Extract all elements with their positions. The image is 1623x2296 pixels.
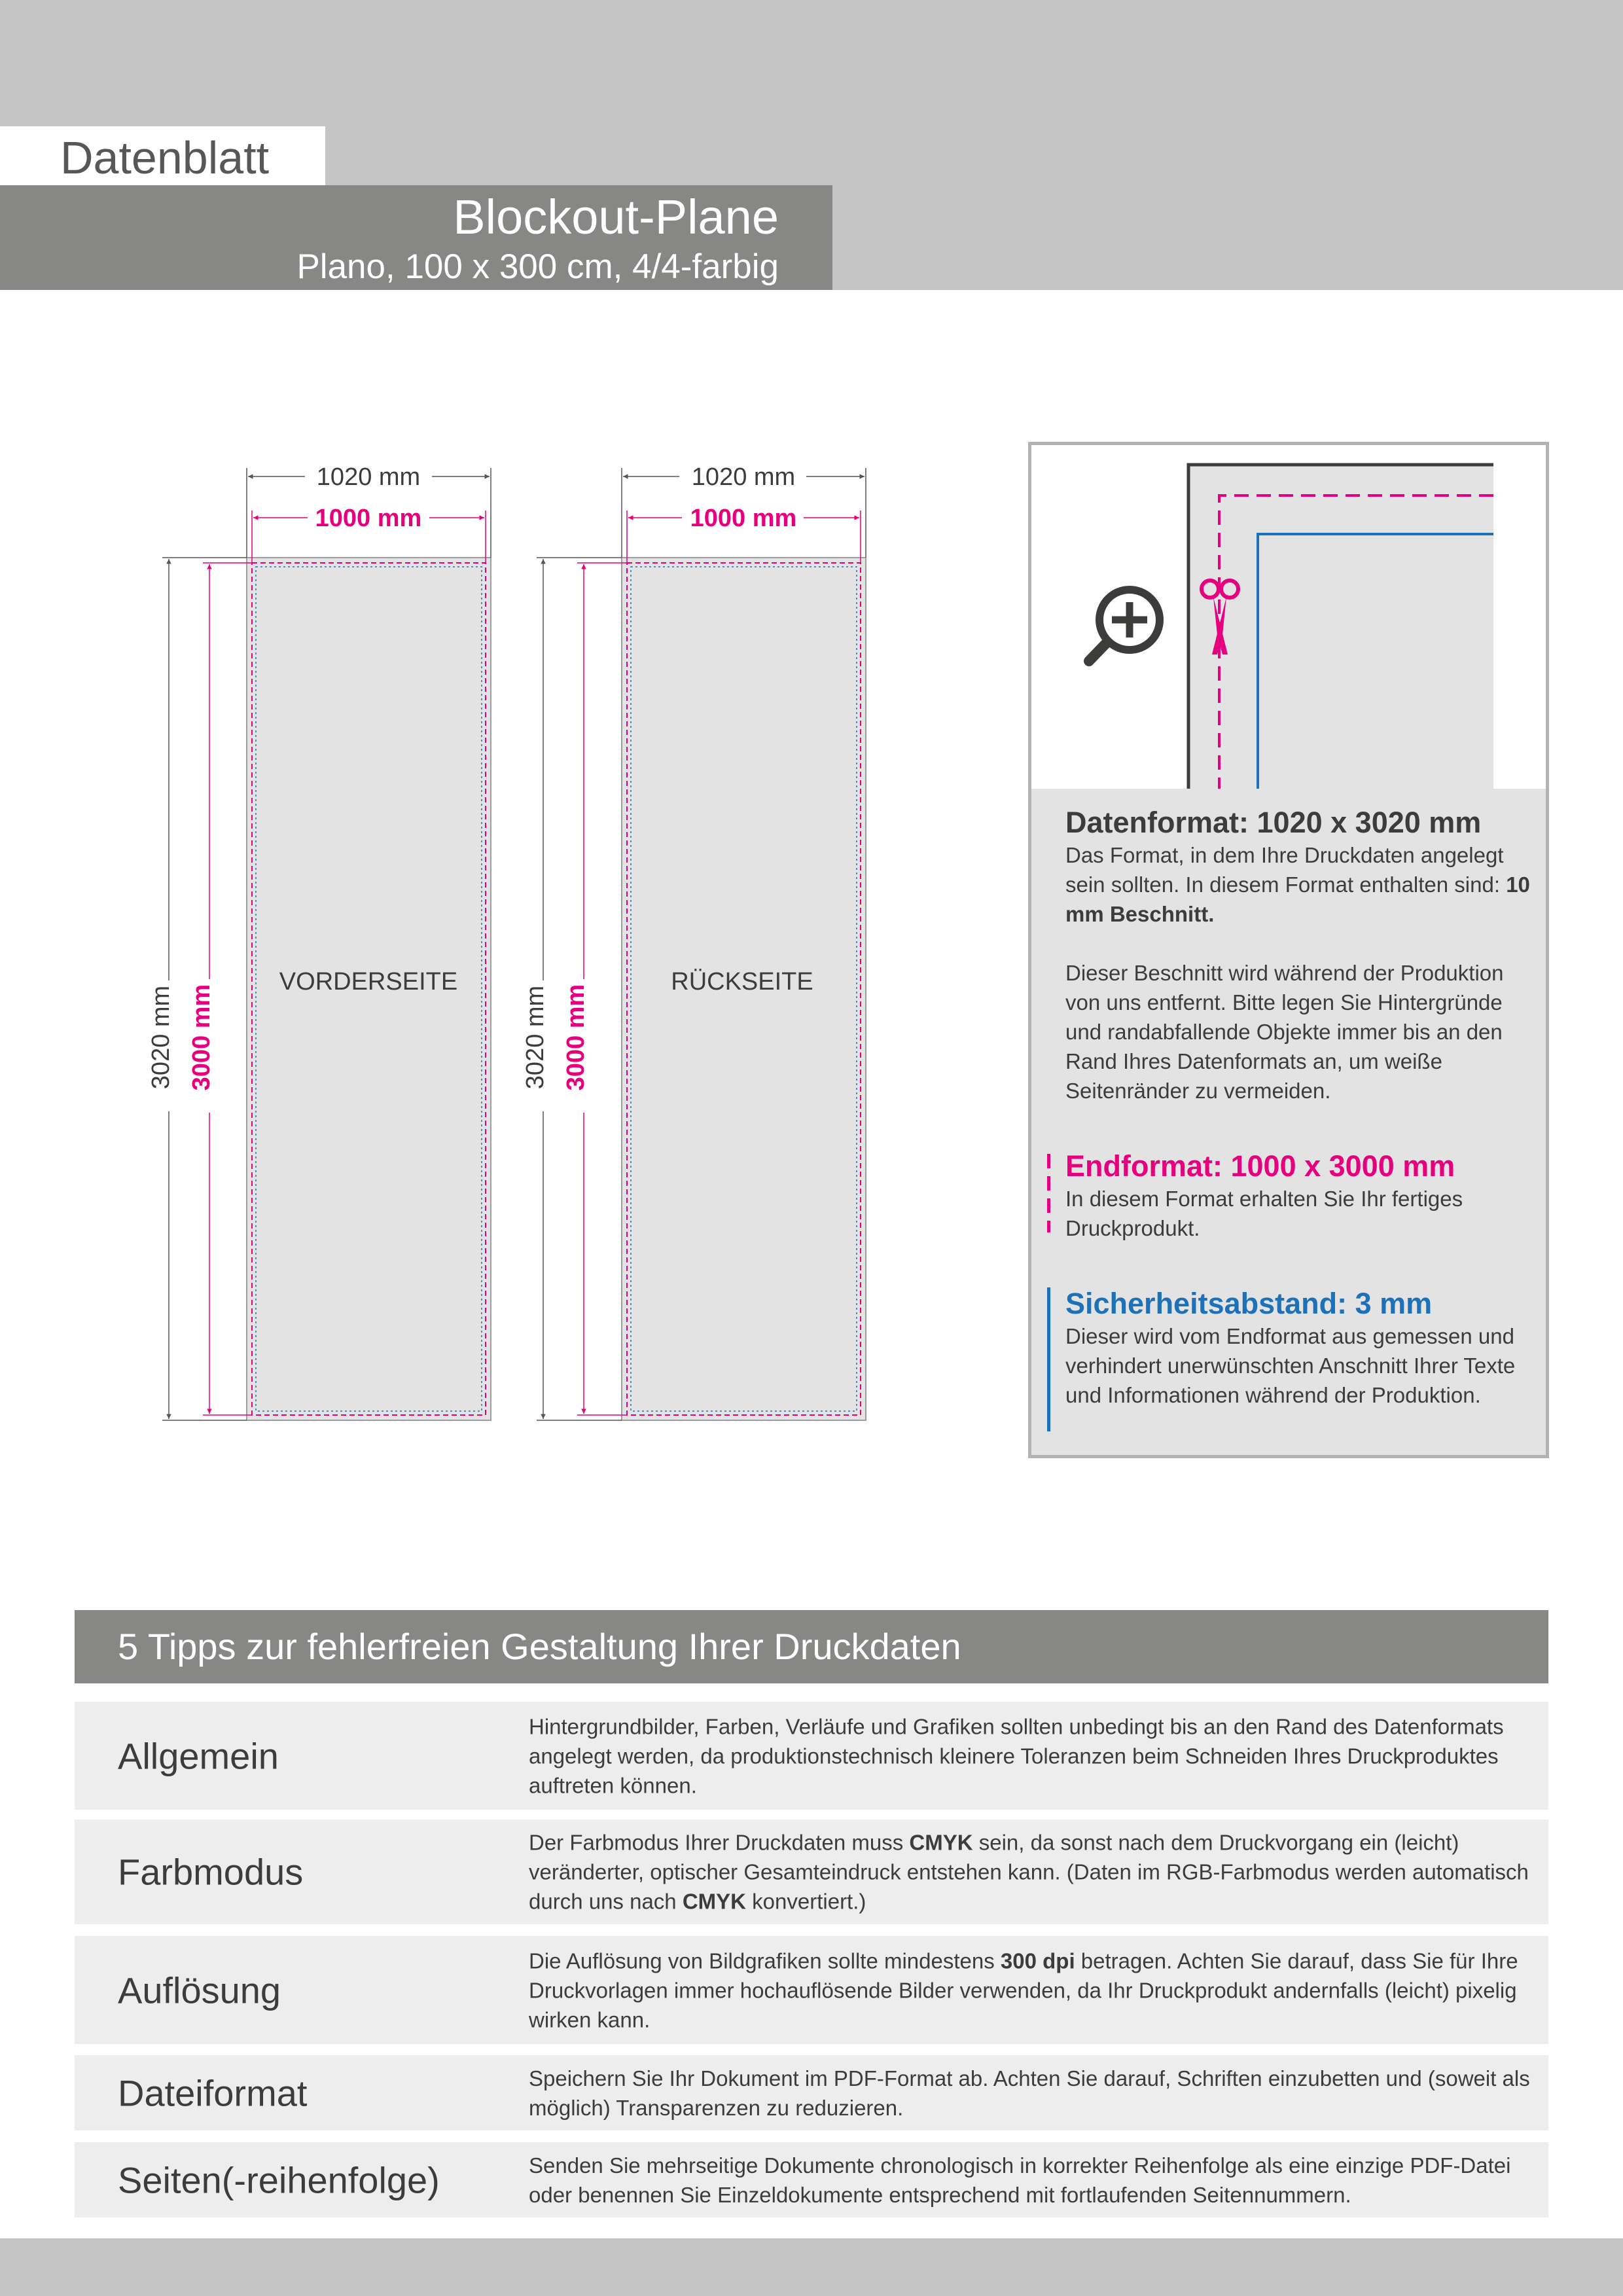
datenformat-section — [1065, 805, 1533, 1105]
sicherheit-title: Sicherheitsabstand: 3 mm — [1065, 1287, 1433, 1320]
product-title-box — [0, 185, 832, 290]
datasheet-label: Datenblatt — [60, 132, 270, 183]
front-final-height-label: 3000 mm — [188, 984, 215, 1091]
tip-label: Dateiformat — [118, 2072, 308, 2113]
footer-band — [0, 2238, 1623, 2296]
back-final-height-label: 3000 mm — [562, 984, 590, 1091]
product-title: Blockout-Plane — [453, 190, 779, 244]
front-data-height-label: 3020 mm — [147, 985, 175, 1090]
zoom-detail-box — [1028, 442, 1549, 803]
datasheet-tab — [0, 126, 325, 185]
front-data-width-label: 1020 mm — [316, 463, 421, 491]
back-data-height-label: 3020 mm — [522, 985, 549, 1090]
tip-text: Der Farbmodus Ihrer Druckdaten muss CMYK sein, da sonst nach dem Druckvorgang ein (leicht) veränderter, optischer Gesamteindruck entstehen kann. (Daten im RGB-Farbmodus werden automatisch durch uns nach CMYK konvertiert.) — [529, 1830, 1529, 1914]
back-final-width-label: 1000 mm — [690, 505, 797, 532]
datenformat-text-2: Dieser Beschnitt wird während der Produktion von uns entfernt. Bitte legen Sie Hintergründe und randabfallende Objekte immer bis an den Rand Ihres Datenformats an, um weiße Seitenränder zu vermeiden. — [1065, 961, 1504, 1103]
tip-text: Hintergrundbilder, Farben, Verläufe und Grafiken sollten unbedingt bis an den Rand des Datenformats angelegt werden, da produktionstechnisch kleinere Toleranzen beim Schneiden Ihres Druckproduktes auftreten können. — [529, 1714, 1504, 1797]
endformat-text: In diesem Format erhalten Sie Ihr fertiges Druckprodukt. — [1065, 1187, 1463, 1240]
tip-text: Senden Sie mehrseitige Dokumente chronologisch in korrekter Reihenfolge als eine einzige PDF-Datei oder benennen Sie Einzeldokumente entsprechend mit fortlaufenden Seitennummern. — [529, 2153, 1511, 2207]
endformat-dashed-marker — [1047, 1154, 1050, 1232]
sicherheit-line-marker — [1047, 1287, 1050, 1431]
tip-row-seiten — [75, 2142, 1548, 2217]
datenformat-text-1: Das Format, in dem Ihre Druckdaten angelegt sein sollten. In diesem Format enthalten sind: 10 mm Beschnitt. — [1065, 843, 1530, 926]
tip-label: Seiten(-reihenfolge) — [118, 2159, 440, 2200]
format-info-box — [1028, 789, 1549, 1458]
tip-row-dateiformat — [75, 2055, 1548, 2130]
endformat-section — [1065, 1149, 1533, 1243]
tip-text: Die Auflösung von Bildgrafiken sollte mindestens 300 dpi betragen. Achten Sie darauf, dass Sie für Ihre Druckvorlagen immer hochauflösende Bilder verwenden, da Ihr Druckprodukt andernfalls (leicht) pixelig wirken kann. — [529, 1948, 1518, 2032]
zoom-detail-illustration — [1031, 445, 1546, 800]
tip-row-aufloesung — [75, 1936, 1548, 2044]
front-label: VORDERSEITE — [279, 968, 458, 996]
tip-label: Farbmodus — [118, 1851, 304, 1893]
front-panel — [147, 463, 491, 1420]
back-label: RÜCKSEITE — [671, 968, 813, 996]
front-final-width-label: 1000 mm — [315, 505, 422, 532]
tip-label: Auflösung — [118, 1969, 281, 2011]
tips-heading: 5 Tipps zur fehlerfreien Gestaltung Ihrer Druckdaten — [75, 1610, 1548, 1683]
back-data-width-label: 1020 mm — [691, 463, 796, 491]
datenformat-title: Datenformat: 1020 x 3020 mm — [1065, 806, 1482, 839]
sicherheit-text: Dieser wird vom Endformat aus gemessen und verhindert unerwünschten Anschnitt Ihrer Texte und Informationen während der Produktion. — [1065, 1324, 1516, 1407]
endformat-title: Endformat: 1000 x 3000 mm — [1065, 1149, 1455, 1183]
back-panel — [522, 463, 866, 1420]
product-subtitle: Plano, 100 x 300 cm, 4/4-farbig — [296, 247, 779, 286]
tip-row-farbmodus — [75, 1820, 1548, 1924]
magnifier-plus-icon — [1089, 590, 1160, 661]
format-diagram — [0, 419, 916, 1440]
sicherheit-section — [1065, 1286, 1533, 1410]
tip-label: Allgemein — [118, 1735, 279, 1776]
tip-row-allgemein — [75, 1702, 1548, 1810]
tip-text: Speichern Sie Ihr Dokument im PDF-Format ab. Achten Sie darauf, Schriften einzubetten und (soweit als möglich) Transparenzen zu reduzieren. — [529, 2066, 1530, 2120]
